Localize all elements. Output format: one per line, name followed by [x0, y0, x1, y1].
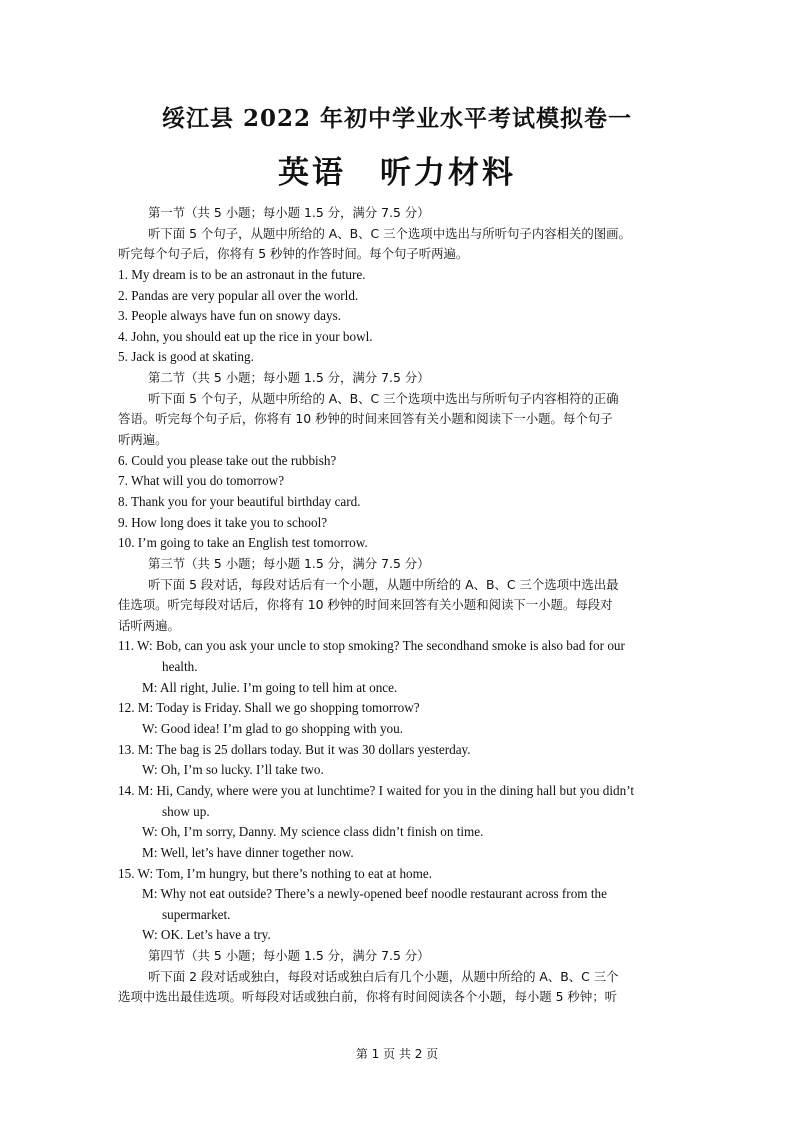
- text-line: 10. I’m going to take an English test tomorrow.: [118, 535, 368, 551]
- instruction-line: 第一节（共 5 小题；每小题 1.5 分，满分 7.5 分）: [148, 205, 430, 220]
- text-line: 11. W: Bob, can you ask your uncle to stop smoking? The secondhand smoke is also bad for our: [118, 638, 625, 654]
- instruction-line: 听下面 5 个句子，从题中所给的 A、B、C 三个选项中选出与所听句子内容相关的图画。: [148, 225, 631, 241]
- text-line: 3. People always have fun on snowy days.: [118, 308, 342, 324]
- instruction-line: 听两遍。: [118, 432, 168, 448]
- text-line: W: Good idea! I’m glad to go shopping with you.: [142, 721, 404, 737]
- instruction-line: 第三节（共 5 小题；每小题 1.5 分，满分 7.5 分）: [148, 555, 430, 571]
- text-line: 13. M: The bag is 25 dollars today. But it was 30 dollars yesterday.: [118, 741, 471, 757]
- text-line: 4. John, you should eat up the rice in your bowl.: [118, 328, 373, 344]
- text-line: W: OK. Let’s have a try.: [142, 927, 271, 943]
- instruction-line: 话听两遍。: [118, 617, 180, 633]
- instruction-line: 答语。听完每个句子后，你将有 10 秒钟的时间来回答有关小题和阅读下一小题。每个句子: [118, 411, 613, 427]
- document-subtitle: 英语 听力材料: [278, 155, 516, 191]
- text-line: M: Why not eat outside? There’s a newly-opened beef noodle restaurant across from the: [142, 886, 607, 902]
- instruction-line: 听下面 5 个句子，从题中所给的 A、B、C 三个选项中选出与所听句子内容相符的正确: [148, 390, 619, 406]
- instruction-line: 听下面 5 段对话，每段对话后有一个小题，从题中所给的 A、B、C 三个选项中选出最: [148, 576, 619, 592]
- text-line: 15. W: Tom, I’m hungry, but there’s nothing to eat at home.: [118, 865, 433, 881]
- text-line: W: Oh, I’m sorry, Danny. My science class didn’t finish on time.: [142, 824, 484, 840]
- text-line: supermarket.: [162, 906, 231, 922]
- instruction-line: 佳选项。听完每段对话后，你将有 10 秒钟的时间来回答有关小题和阅读下一小题。每段对: [118, 597, 613, 613]
- text-line: 12. M: Today is Friday. Shall we go shopping tomorrow?: [118, 700, 420, 716]
- instruction-line: 听完每个句子后，你将有 5 秒钟的作答时间。每个句子听两遍。: [118, 246, 469, 262]
- text-line: 8. Thank you for your beautiful birthday card.: [118, 493, 361, 509]
- text-line: 2. Pandas are very popular all over the world.: [118, 287, 359, 303]
- instruction-line: 选项中选出最佳选项。听每段对话或独白前，你将有时间阅读各个小题，每小题 5 秒钟；听: [118, 989, 617, 1005]
- instruction-line: 听下面 2 段对话或独白，每段对话或独白后有几个小题，从题中所给的 A、B、C 三个: [148, 968, 619, 984]
- instruction-line: 第四节（共 5 小题；每小题 1.5 分，满分 7.5 分）: [148, 948, 430, 964]
- text-line: 9. How long does it take you to school?: [118, 514, 328, 530]
- text-line: 14. M: Hi, Candy, where were you at lunchtime? I waited for you in the dining hall but you didn’t: [118, 782, 635, 798]
- text-line: M: All right, Julie. I’m going to tell him at once.: [142, 679, 398, 695]
- page-footer: 第 1 页 共 2 页: [355, 1047, 439, 1061]
- text-line: health.: [162, 659, 198, 675]
- instruction-line: 第二节（共 5 小题；每小题 1.5 分，满分 7.5 分）: [148, 370, 430, 386]
- text-line: 5. Jack is good at skating.: [118, 349, 254, 365]
- document-body: [118, 203, 683, 1008]
- text-line: 6. Could you please take out the rubbish?: [118, 452, 337, 468]
- document-title: 绥江县 2022 年初中学业水平考试模拟卷一: [161, 105, 633, 132]
- text-line: M: Well, let’s have dinner together now.: [142, 844, 354, 860]
- text-line: show up.: [162, 803, 210, 819]
- text-line: W: Oh, I’m so lucky. I’ll take two.: [142, 762, 324, 778]
- text-line: 7. What will you do tomorrow?: [118, 473, 285, 489]
- text-line: 1. My dream is to be an astronaut in the future.: [118, 266, 366, 282]
